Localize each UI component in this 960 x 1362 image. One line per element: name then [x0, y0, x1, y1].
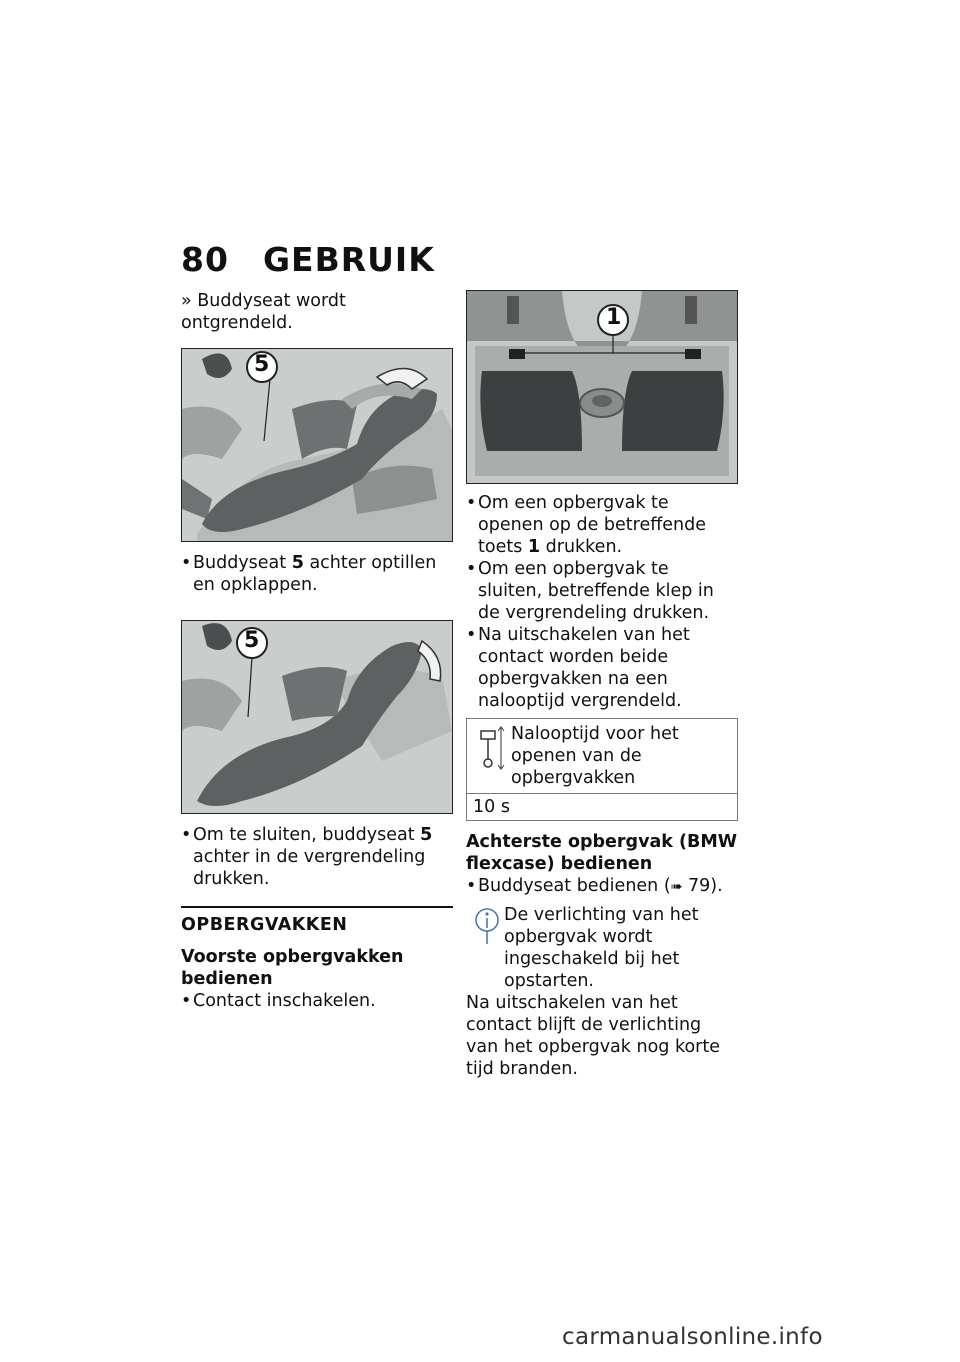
step-ignition-on: • Contact inschakelen.: [181, 990, 453, 1012]
spec-value-row: [467, 794, 737, 820]
page-header: [181, 240, 435, 279]
figure-front-compartments: [466, 290, 738, 484]
subheading-rear-compartment: Achterste opbergvak (BMW flexcase) bedienen: [466, 832, 738, 874]
subheading-front-compartments: Voorste opbergvakken bedienen: [181, 947, 404, 989]
callout-1: 1: [606, 305, 622, 330]
figure-seat-open: [181, 348, 453, 542]
ref-1: 1: [527, 537, 541, 557]
step-text: drukken.: [540, 537, 623, 557]
page-number: 80: [181, 240, 229, 279]
info-note: [466, 904, 738, 1080]
spec-label-row: [467, 719, 737, 794]
step-text: Om te sluiten, buddyseat: [193, 825, 421, 845]
step-text: achter optillen en opklappen.: [193, 553, 437, 595]
callout-5: 5: [244, 628, 260, 653]
step-text: Om een opbergvak te openen op de betreffende toets: [478, 493, 707, 557]
stopwatch-icon: [479, 725, 507, 771]
right-column: [466, 290, 738, 1080]
step-operate-seat: [466, 875, 738, 898]
ref-5: 5: [420, 825, 433, 845]
watermark: carmanualsonline.info: [562, 1324, 823, 1350]
note-text-1: De verlichting van het opbergvak wordt ingeschakeld bij het opstarten.: [504, 905, 699, 991]
seat-illustration: [182, 621, 452, 813]
step-text: Buddyseat: [193, 553, 292, 573]
step-lift-seat: [181, 552, 453, 596]
info-icon: [474, 906, 500, 946]
chapter-title: GEBRUIK: [262, 240, 435, 279]
step-close-compartment: • Om een opbergvak te sluiten, betreffende klep in de vergrendeling drukken.: [466, 558, 738, 624]
result-text: » Buddyseat wordt ontgrendeld.: [181, 291, 346, 333]
step-text: achter in de vergrendeling drukken.: [193, 847, 426, 889]
spec-table: [466, 718, 738, 821]
callout-5: 5: [254, 352, 270, 377]
ref-5: 5: [291, 553, 304, 573]
step-auto-lock: • Na uitschakelen van het contact worden beide opbergvakken na een nalooptijd vergrendeld.: [466, 624, 738, 712]
seat-illustration: [182, 349, 452, 541]
page-reference-arrow-icon: ➠: [670, 879, 683, 895]
step-text: ).: [710, 876, 723, 896]
section-heading: OPBERGVAKKEN: [181, 906, 453, 936]
page-reference[interactable]: 79: [687, 876, 711, 896]
spec-label: Nalooptijd voor het openen van de opbergvakken: [511, 724, 679, 788]
step-open-compartment: [466, 492, 738, 558]
step-text: Buddyseat bedienen (: [478, 876, 671, 896]
figure-seat-close: [181, 620, 453, 814]
spec-value: 10 s: [473, 797, 510, 817]
step-close-seat: [181, 824, 453, 890]
left-column: [181, 290, 453, 1012]
compartment-illustration: [467, 291, 737, 483]
note-text-2: Na uitschakelen van het contact blijft de verlichting van het opbergvak nog korte tijd branden.: [466, 993, 720, 1079]
